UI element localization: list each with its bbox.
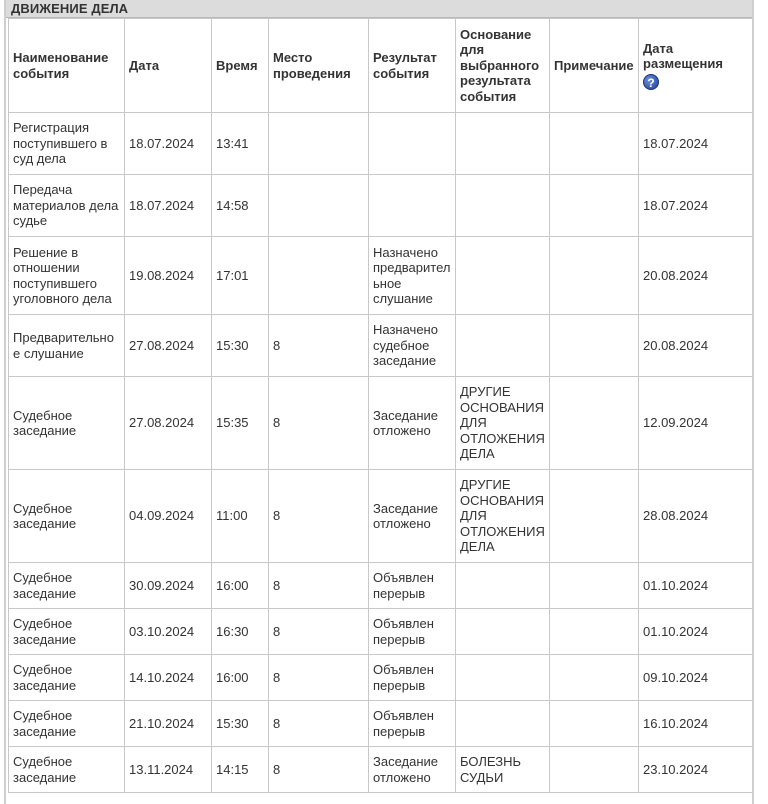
cell-event: Судебное заседание — [9, 563, 125, 609]
cell-basis: БОЛЕЗНЬ СУДЬИ — [456, 747, 550, 793]
cell-posted: 23.10.2024 — [639, 747, 753, 793]
cell-event: Судебное заседание — [9, 701, 125, 747]
col-header-posted-label: Дата размещения — [643, 40, 723, 72]
cell-time: 16:00 — [212, 655, 269, 701]
cell-note — [550, 237, 639, 315]
cell-result — [369, 113, 456, 175]
cell-posted: 20.08.2024 — [639, 315, 753, 377]
cell-basis — [456, 609, 550, 655]
cell-basis — [456, 563, 550, 609]
col-header-posted — [639, 19, 753, 113]
cell-place — [269, 237, 369, 315]
cell-posted: 16.10.2024 — [639, 701, 753, 747]
col-header-note: Примечание — [550, 19, 639, 113]
cell-date: 30.09.2024 — [125, 563, 212, 609]
cell-posted: 12.09.2024 — [639, 377, 753, 470]
cell-posted: 09.10.2024 — [639, 655, 753, 701]
cell-time: 11:00 — [212, 470, 269, 563]
cell-place: 8 — [269, 609, 369, 655]
cell-place: 8 — [269, 377, 369, 470]
cell-event: Предварительное слушание — [9, 315, 125, 377]
cell-note — [550, 609, 639, 655]
table-row — [9, 747, 753, 793]
cell-result: Объявлен перерыв — [369, 563, 456, 609]
cell-event: Судебное заседание — [9, 609, 125, 655]
cell-time: 16:00 — [212, 563, 269, 609]
table-header-row — [9, 19, 753, 113]
cell-basis: ДРУГИЕ ОСНОВАНИЯ ДЛЯ ОТЛОЖЕНИЯ ДЕЛА — [456, 377, 550, 470]
cell-place: 8 — [269, 470, 369, 563]
cell-place — [269, 175, 369, 237]
col-header-event: Наименование события — [9, 19, 125, 113]
cell-time: 14:15 — [212, 747, 269, 793]
cell-posted: 01.10.2024 — [639, 563, 753, 609]
cell-place: 8 — [269, 315, 369, 377]
table-row — [9, 563, 753, 609]
cell-time: 15:35 — [212, 377, 269, 470]
cell-place: 8 — [269, 701, 369, 747]
table-row — [9, 377, 753, 470]
cell-note — [550, 315, 639, 377]
table-row — [9, 701, 753, 747]
cell-result: Объявлен перерыв — [369, 609, 456, 655]
cell-time: 15:30 — [212, 701, 269, 747]
cell-posted: 01.10.2024 — [639, 609, 753, 655]
cell-posted: 18.07.2024 — [639, 113, 753, 175]
cell-event: Судебное заседание — [9, 377, 125, 470]
cell-time: 16:30 — [212, 609, 269, 655]
cell-date: 03.10.2024 — [125, 609, 212, 655]
cell-result — [369, 175, 456, 237]
cell-place — [269, 113, 369, 175]
cell-basis: ДРУГИЕ ОСНОВАНИЯ ДЛЯ ОТЛОЖЕНИЯ ДЕЛА — [456, 470, 550, 563]
col-header-date: Дата — [125, 19, 212, 113]
cell-date: 27.08.2024 — [125, 377, 212, 470]
cell-result: Назначено предварительное слушание — [369, 237, 456, 315]
cell-result: Назначено судебное заседание — [369, 315, 456, 377]
cell-result: Объявлен перерыв — [369, 701, 456, 747]
case-movement-panel — [4, 0, 754, 804]
case-events-table — [8, 18, 753, 793]
cell-date: 14.10.2024 — [125, 655, 212, 701]
cropped-header-fragment — [326, 0, 446, 3]
cell-date: 19.08.2024 — [125, 237, 212, 315]
table-row — [9, 113, 753, 175]
cell-basis — [456, 175, 550, 237]
col-header-basis: Основание для выбранного результата события — [456, 19, 550, 113]
cell-basis — [456, 655, 550, 701]
cell-note — [550, 175, 639, 237]
cell-posted: 20.08.2024 — [639, 237, 753, 315]
cell-event: Судебное заседание — [9, 655, 125, 701]
cell-place: 8 — [269, 655, 369, 701]
cell-event: Судебное заседание — [9, 747, 125, 793]
col-header-time: Время — [212, 19, 269, 113]
cell-time: 15:30 — [212, 315, 269, 377]
cell-date: 21.10.2024 — [125, 701, 212, 747]
cell-date: 18.07.2024 — [125, 113, 212, 175]
table-row — [9, 237, 753, 315]
cell-result: Заседание отложено — [369, 470, 456, 563]
cell-posted: 18.07.2024 — [639, 175, 753, 237]
cell-date: 04.09.2024 — [125, 470, 212, 563]
cell-date: 18.07.2024 — [125, 175, 212, 237]
table-row — [9, 175, 753, 237]
help-icon[interactable]: ? — [643, 74, 659, 90]
cell-event: Судебное заседание — [9, 470, 125, 563]
cell-posted: 28.08.2024 — [639, 470, 753, 563]
cell-place: 8 — [269, 563, 369, 609]
col-header-place: Место проведения — [269, 19, 369, 113]
table-row — [9, 609, 753, 655]
cell-event: Передача материалов дела судье — [9, 175, 125, 237]
table-row — [9, 655, 753, 701]
cell-time: 14:58 — [212, 175, 269, 237]
cell-note — [550, 113, 639, 175]
table-row — [9, 470, 753, 563]
cell-basis — [456, 315, 550, 377]
cell-event: Регистрация поступившего в суд дела — [9, 113, 125, 175]
cell-note — [550, 563, 639, 609]
cell-date: 13.11.2024 — [125, 747, 212, 793]
cell-result: Объявлен перерыв — [369, 655, 456, 701]
cell-note — [550, 747, 639, 793]
cell-place: 8 — [269, 747, 369, 793]
cell-date: 27.08.2024 — [125, 315, 212, 377]
cell-time: 13:41 — [212, 113, 269, 175]
cell-time: 17:01 — [212, 237, 269, 315]
cell-note — [550, 377, 639, 470]
cell-note — [550, 655, 639, 701]
cell-event: Решение в отношении поступившего уголовного дела — [9, 237, 125, 315]
col-header-result: Результат события — [369, 19, 456, 113]
cell-result: Заседание отложено — [369, 747, 456, 793]
section-title: ДВИЖЕНИЕ ДЕЛА — [6, 0, 752, 18]
cell-basis — [456, 237, 550, 315]
cell-basis — [456, 113, 550, 175]
table-row — [9, 315, 753, 377]
cell-note — [550, 470, 639, 563]
cell-result: Заседание отложено — [369, 377, 456, 470]
cell-basis — [456, 701, 550, 747]
cell-note — [550, 701, 639, 747]
